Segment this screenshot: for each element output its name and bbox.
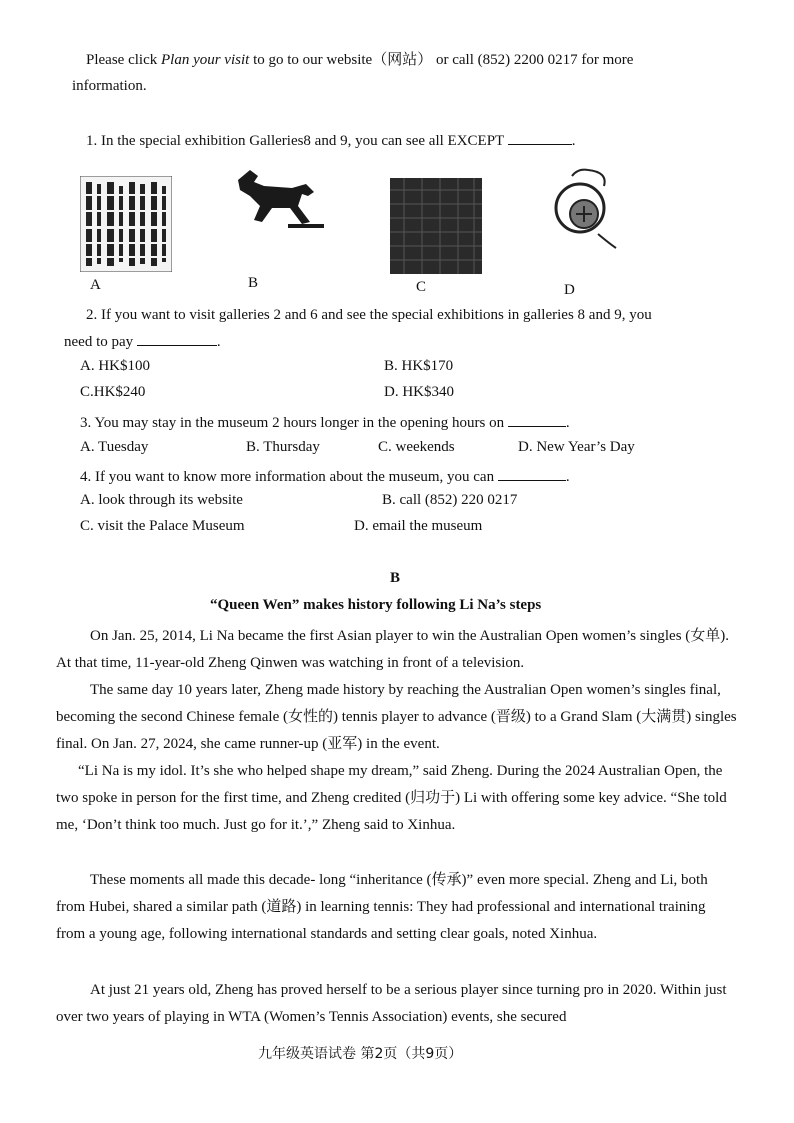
paragraph-text: The same day 10 years later, Zheng made history by reaching the Australian Open women’s singles final, becoming the second Chinese female (女性的) tennis player to advance (晋级) to a Grand Slam (大满贯) singles final. On Jan. 27, 2024, she came runner-up (亚军) in the event. (56, 682, 737, 753)
intro-text-before: Please click (86, 52, 161, 68)
paragraph-text: On Jan. 25, 2014, Li Na became the first Asian player to win the Australian Open women’s singles (女单). At that time, 11-year-old Zheng Qinwen was watching in front of a television. (56, 628, 730, 672)
section-label: B (390, 570, 401, 586)
image-label-c: C (416, 279, 427, 295)
answer-blank (498, 466, 566, 481)
question-4-option-a: A. look through its website (80, 492, 243, 508)
bronze-horse-image (228, 166, 324, 230)
image-label-b: B (248, 275, 259, 291)
question-1-stem: 1. In the special exhibition Galleries8 and 9, you can see all EXCEPT (86, 133, 504, 149)
textile-scroll-image (390, 178, 482, 274)
question-3-option-b: B. Thursday (246, 439, 320, 455)
paragraph-text: These moments all made this decade- long “inheritance (传承)” even more special. Zheng and Li, both from Hubei, shared a similar path (道路) in learning tennis: They had professional and international training from a young age, following international standards and setting clear goals, noted Xinhua. (56, 872, 708, 943)
question-4-option-d: D. email the museum (354, 518, 483, 534)
question-1: 1. In the special exhibition Galleries8 and 9, you can see all EXCEPT . (86, 130, 575, 151)
question-2-option-d: D. HK$340 (384, 384, 454, 400)
question-3: 3. You may stay in the museum 2 hours longer in the opening hours on . (80, 412, 570, 433)
question-2-option-b: B. HK$170 (384, 358, 454, 374)
page-footer: 九年级英语试卷 第2页（共9页） (258, 1046, 463, 1062)
intro-italic-link-text: Plan your visit (160, 52, 250, 68)
question-2-line-2: need to pay . (64, 331, 221, 352)
article-paragraph-5 (56, 977, 738, 1031)
answer-blank (137, 331, 217, 346)
question-2-option-a: A. HK$100 (80, 358, 150, 374)
intro-line-1 (86, 50, 633, 70)
question-3-stem: 3. You may stay in the museum 2 hours longer in the opening hours on (80, 415, 505, 431)
question-2-option-c: C.HK$240 (80, 384, 146, 400)
intro-line-2: information. (72, 78, 147, 94)
question-4: 4. If you want to know more information about the museum, you can . (80, 466, 570, 487)
image-label-a: A (90, 277, 101, 293)
question-4-option-b: B. call (852) 220 0217 (382, 492, 518, 508)
answer-blank (508, 412, 566, 427)
article-paragraph-1 (56, 623, 738, 677)
calligraphy-image (80, 176, 172, 272)
article-title: “Queen Wen” makes history following Li Na’s steps (210, 597, 542, 613)
question-3-option-d: D. New Year’s Day (518, 439, 635, 455)
question-2-line-1: 2. If you want to visit galleries 2 and 6 and see the special exhibitions in galleries 8 and 9, you (86, 307, 652, 323)
ornament-vessel-image (548, 164, 620, 252)
question-4-option-c: C. visit the Palace Museum (80, 518, 245, 534)
image-label-d: D (564, 282, 575, 298)
answer-blank (508, 130, 572, 145)
question-4-stem: 4. If you want to know more information about the museum, you can (80, 469, 495, 485)
article-paragraph-2 (56, 677, 738, 759)
article-paragraph-3 (56, 758, 738, 840)
article-paragraph-4 (56, 867, 738, 949)
paragraph-text: At just 21 years old, Zheng has proved herself to be a serious player since turning pro in 2020. Within just over two years of playing in WTA (Women’s Tennis Association) events, she secured (56, 982, 727, 1026)
intro-text-after: to go to our website（网站） or call (852) 2200 0217 for more (249, 52, 634, 68)
question-3-option-c: C. weekends (378, 439, 455, 455)
question-2-stem-end: need to pay (64, 334, 134, 350)
question-3-option-a: A. Tuesday (80, 439, 149, 455)
paragraph-text: “Li Na is my idol. It’s she who helped shape my dream,” said Zheng. During the 2024 Australian Open, the two spoke in person for the first time, and Zheng credited (归功于) Li with offering some key advice. “She told me, ‘Don’t think too much. Just go for it.’,” Zheng said to Xinhua. (56, 763, 727, 834)
